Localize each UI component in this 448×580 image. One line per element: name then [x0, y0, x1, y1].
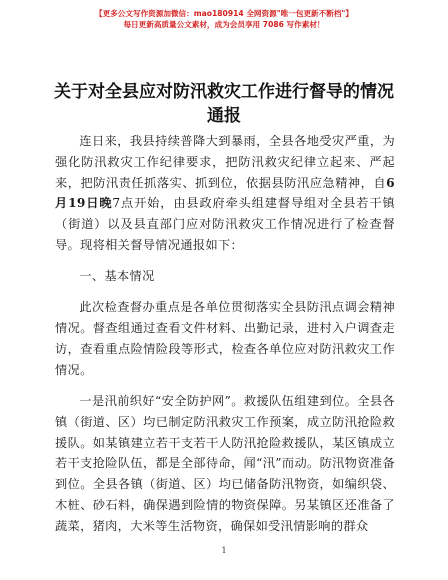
page-number: 1 [221, 546, 227, 555]
section1-paragraph-1: 此次检查督办重点是各单位贯彻落实全县防汛点调会精神情况。督查组通过查看文件材料、出勤记录，进村入户调查走访，查看重点险情险段等形式，检查各单位应对防汛救灾工作情况。 [55, 300, 395, 377]
document-body [55, 131, 395, 537]
document-title [40, 80, 408, 128]
promo-banner-line2: 每日更新高质量公文素材，成为会员享用 7086 写作素材！ [123, 20, 325, 29]
section1-paragraph-2: 一是汛前织好“安全防护网”。救援队伍组建到位。全县各镇（街道、区）均已制定防汛救灾工作预案，成立防汛抢险救援队。如某镇建立若干支若干人防汛抢险救援队，某区镇成立若干支抢险队伍，都是全部待命，闻“汛”而动。防汛物资准备到位。全县各镇（街道、区）均已储备防汛物资，如编织袋、木桩、砂石料，确保遇到险情的物资保障。另某镇区还准备了蔬菜，猪肉，大米等生活物资，确保如受汛情影响的群众 [55, 393, 395, 533]
intro-paragraph [55, 131, 395, 256]
intro-text-part2: 7点开始，由县政府牵头组建督导组对全县若干镇（街道）以及县直部门应对防汛救灾工作情况进行了检查督导。现将相关督导情况通报如下： [55, 196, 395, 252]
section-heading-basic-situation: 一、基本情况 [79, 269, 155, 284]
promo-banner-line1: 【更多公文写作资源加微信：mao180914 全网资源"唯一包更新不断档"】 [95, 9, 353, 18]
intro-date: 6月19日晚 [55, 175, 395, 211]
intro-text-part1: 连日来，我县持续普降大到暴雨，全县各地受灾严重，为强化防汛救灾工作纪律要求，把防汛救灾纪律立起来、严起来，把防汛责任抓落实、抓到位，依据县防汛应急精神，自 [55, 134, 395, 190]
document-title-line2: 通报 [207, 106, 241, 126]
promo-banner [0, 8, 448, 30]
document-title-line1: 关于对全县应对防汛救灾工作进行督导的情况 [54, 82, 394, 102]
